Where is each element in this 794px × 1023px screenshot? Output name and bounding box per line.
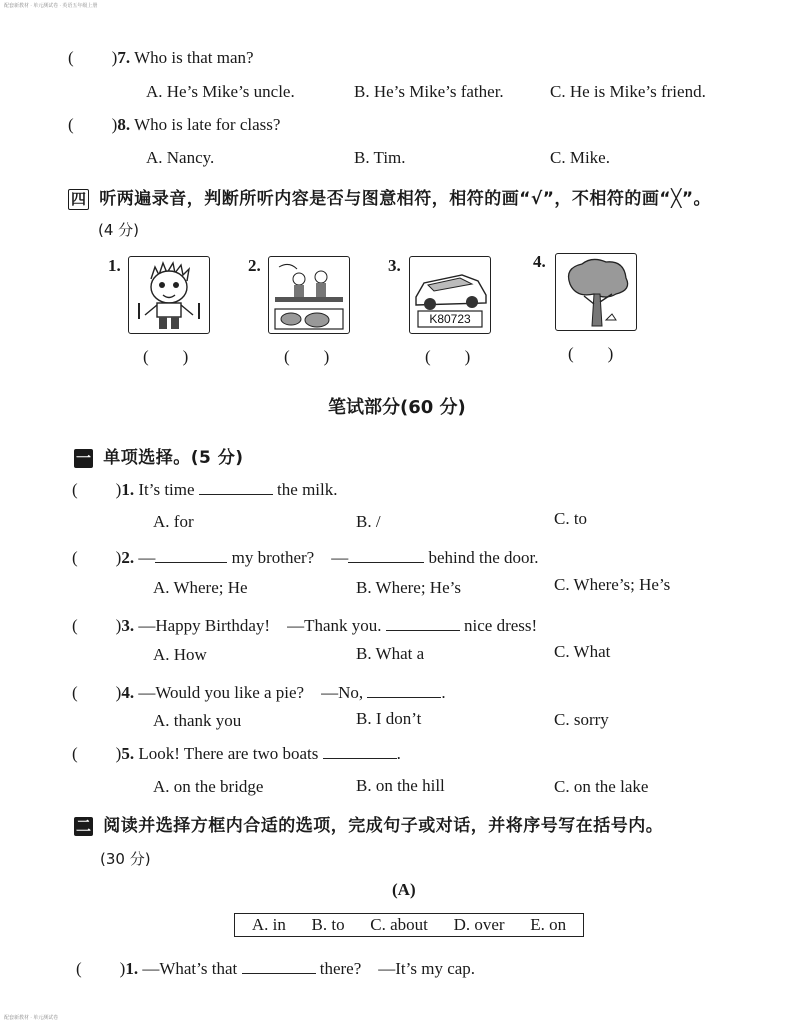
question-text: —Happy Birthday! —Thank you. (138, 616, 382, 635)
option-a: A. Nancy. (146, 148, 215, 167)
option-b: B. He’s Mike’s father. (354, 82, 504, 101)
picture-number: 3. (388, 256, 401, 275)
option-c: C. He is Mike’s friend. (550, 82, 706, 101)
question-number: 1. (125, 959, 139, 978)
farm-illustration-icon (269, 257, 349, 333)
question-number: 2. (121, 548, 135, 567)
picture-tree (555, 253, 637, 331)
question-text-mid: my brother? — (231, 548, 349, 567)
option-a: A. on the bridge (153, 777, 264, 796)
question-text: Who is that man? (134, 48, 254, 67)
answer-paren[interactable]: ( ) (72, 480, 122, 499)
question-8 (68, 115, 280, 135)
license-plate: K80723 (429, 312, 471, 326)
tree-illustration-icon (556, 254, 636, 330)
question-text: It’s time (138, 480, 195, 499)
answer-paren-open[interactable]: ( (68, 48, 74, 67)
question-text: —What’s that (142, 959, 238, 978)
answer-paren[interactable]: ( ) (72, 744, 122, 763)
picture-farm (268, 256, 350, 334)
question-text-end: the milk. (277, 480, 338, 499)
written-part-title: 笔试部分(60 分) (328, 397, 466, 418)
option-c: C. on the lake (554, 777, 649, 796)
word-options-box (234, 913, 584, 937)
section-badge: 一 (75, 449, 91, 467)
picture-number: 1. (108, 256, 121, 275)
section-badge: 四 (68, 189, 89, 210)
option-b: B. Tim. (354, 148, 406, 167)
boy-illustration-icon (129, 257, 209, 333)
picture-number: 4. (533, 252, 546, 271)
option-a: A. He’s Mike’s uncle. (146, 82, 295, 101)
answer-paren-open[interactable]: ( (68, 115, 74, 134)
answer-paren-close: ) (111, 48, 118, 67)
section-title: 听两遍录音，判断所听内容是否与图意相符，相符的画“√”，不相符的画“╳”。 (99, 189, 712, 209)
answer-blank[interactable] (367, 683, 441, 698)
part-label: (A) (392, 880, 416, 899)
choice-question-5 (72, 744, 401, 764)
answer-paren[interactable]: ( ) (72, 548, 122, 567)
question-number: 3. (121, 616, 135, 635)
option-a: A. thank you (153, 711, 242, 730)
box-option: E. on (530, 915, 567, 934)
section-badge: 二 (75, 817, 91, 835)
picture-number: 2. (248, 256, 261, 275)
answer-blank[interactable] (199, 480, 273, 495)
option-c: C. sorry (554, 710, 609, 729)
question-number: 5. (121, 744, 135, 763)
option-b: B. I don’t (356, 709, 422, 728)
option-b: B. What a (356, 644, 425, 663)
question-text: Who is late for class? (134, 115, 281, 134)
picture-car (409, 256, 491, 334)
answer-paren[interactable]: ( ) (143, 347, 189, 366)
answer-paren[interactable]: ( ) (284, 347, 330, 366)
option-c: C. What (554, 642, 611, 661)
answer-paren[interactable]: ( ) (76, 959, 126, 978)
box-option: C. about (370, 915, 428, 934)
question-number: 8. (117, 115, 131, 134)
option-a: A. How (153, 645, 207, 664)
question-text-end: . (396, 744, 401, 763)
choice-question-3 (72, 611, 537, 636)
reading-question-1 (76, 954, 475, 979)
box-option: D. over (453, 915, 505, 934)
section-score: (30 分) (100, 850, 151, 868)
question-number: 1. (121, 480, 135, 499)
question-number: 7. (117, 48, 131, 67)
answer-blank[interactable] (155, 548, 227, 563)
question-7 (68, 48, 254, 68)
choice-question-2 (72, 543, 538, 568)
option-b: B. on the hill (356, 776, 445, 795)
answer-paren[interactable]: ( ) (568, 344, 614, 363)
box-option: B. to (311, 915, 345, 934)
question-number: 4. (121, 683, 135, 702)
question-text-end: behind the door. (428, 548, 539, 567)
answer-blank[interactable] (242, 959, 316, 974)
section-title: 单项选择。(5 分) (103, 448, 244, 468)
question-text: Look! There are two boats (138, 744, 319, 763)
answer-blank[interactable] (348, 548, 424, 563)
option-c: C. to (554, 509, 588, 528)
option-b: B. / (356, 512, 381, 531)
choice-question-4 (72, 678, 446, 703)
question-text-end: there? —It’s my cap. (319, 959, 476, 978)
box-option: A. in (251, 915, 286, 934)
question-text-end: . (441, 683, 446, 702)
question-text-end: nice dress! (464, 616, 538, 635)
car-illustration-icon (410, 257, 490, 333)
answer-paren[interactable]: ( ) (72, 616, 122, 635)
answer-paren-close: ) (111, 115, 118, 134)
answer-paren[interactable]: ( ) (425, 347, 471, 366)
option-a: A. for (153, 512, 194, 531)
section-4-heading (68, 184, 711, 210)
picture-boy (128, 256, 210, 334)
reading-section-heading (74, 811, 663, 836)
option-c: C. Mike. (550, 148, 610, 167)
single-choice-heading (74, 443, 244, 468)
section-title: 阅读并选择方框内合适的选项，完成句子或对话，并将序号写在括号内。 (103, 816, 664, 836)
header-note: 配套新教材 · 单元测试卷 · 英语五年级上册 (4, 4, 98, 9)
answer-blank[interactable] (323, 744, 397, 759)
section-score: (4 分) (98, 221, 140, 239)
option-c: C. Where’s; He’s (554, 575, 671, 594)
answer-blank[interactable] (386, 616, 460, 631)
question-text: —Would you like a pie? —No, (138, 683, 364, 702)
question-text: — (138, 548, 156, 567)
option-b: B. Where; He’s (356, 578, 461, 597)
option-a: A. Where; He (153, 578, 248, 597)
choice-question-1 (72, 480, 338, 500)
answer-paren[interactable]: ( ) (72, 683, 122, 702)
footer-note: 配套新教材 · 单元测试卷 (4, 1016, 59, 1021)
